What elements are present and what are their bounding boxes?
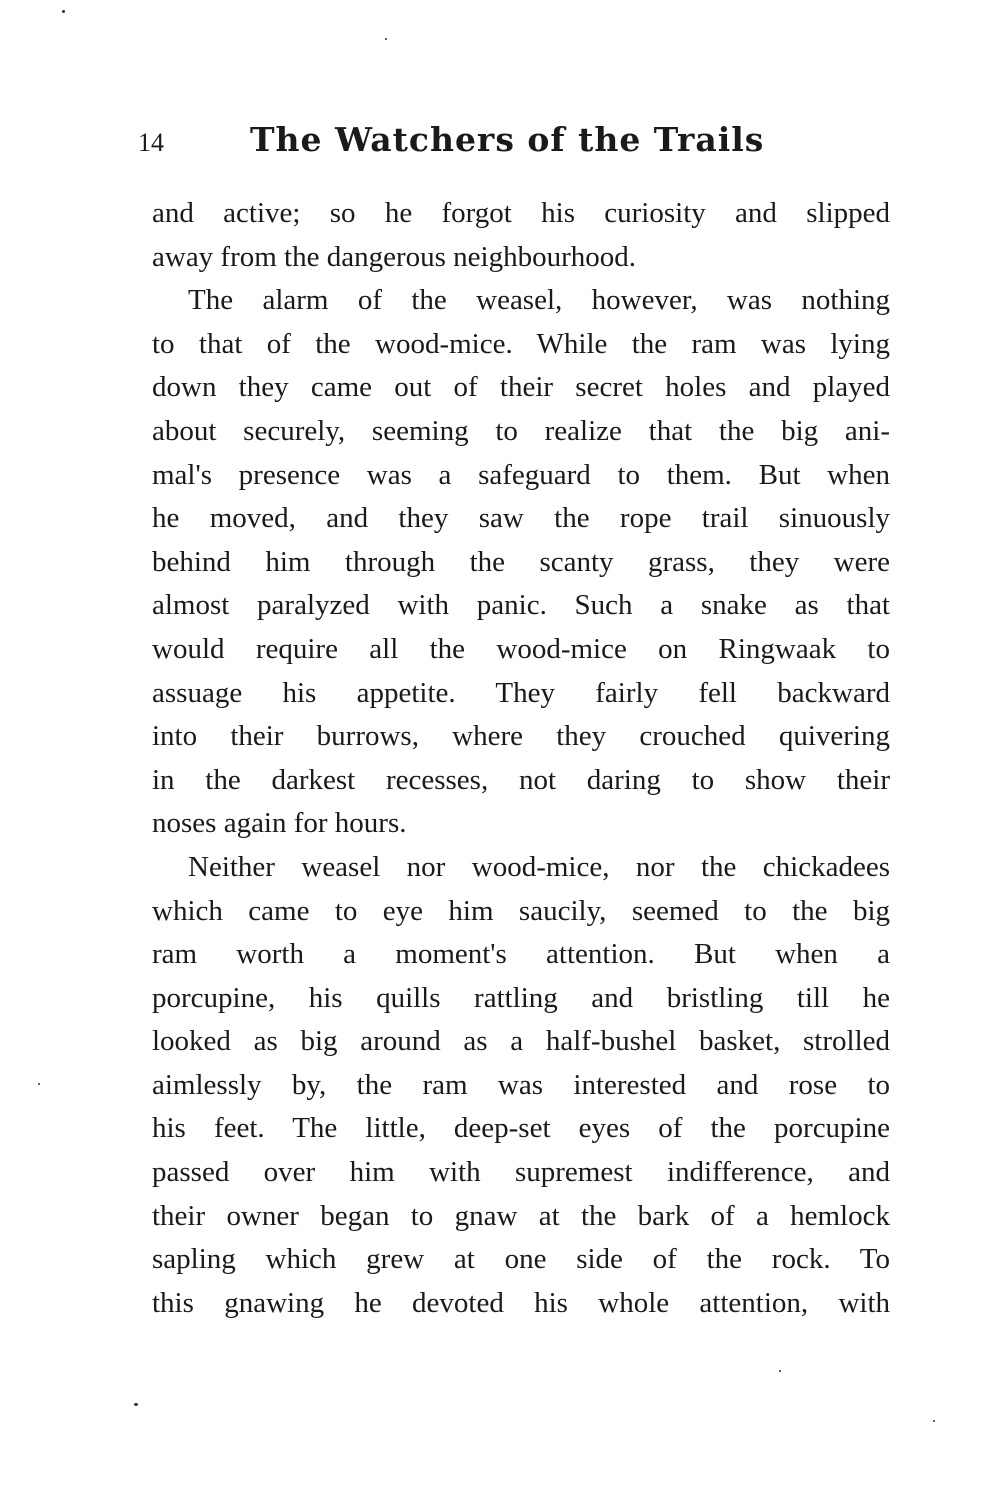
- scan-speck: [933, 1420, 935, 1422]
- text-line: assuage his appetite. They fairly fell backward: [152, 676, 890, 709]
- text-line: porcupine, his quills rattling and bristling till he: [152, 981, 890, 1014]
- text-line: in the darkest recesses, not daring to show their: [152, 763, 890, 796]
- text-line: to that of the wood-mice. While the ram was lying: [152, 327, 890, 360]
- text-line: this gnawing he devoted his whole attention, with: [152, 1286, 890, 1319]
- text-line: aimlessly by, the ram was interested and rose to: [152, 1068, 890, 1101]
- scan-speck: [134, 1403, 138, 1406]
- text-line: almost paralyzed with panic. Such a snake as that: [152, 589, 890, 622]
- text-line: about securely, seeming to realize that the big ani-: [152, 414, 890, 447]
- text-line: ram worth a moment's attention. But when a: [152, 938, 890, 971]
- running-head: The Watchers of the Trails: [250, 120, 765, 159]
- scan-speck: [779, 1370, 781, 1372]
- text-line: which came to eye him saucily, seemed to the big: [152, 894, 890, 927]
- text-line: mal's presence was a safeguard to them. But when: [152, 458, 890, 491]
- text-line: he moved, and they saw the rope trail sinuously: [152, 502, 890, 535]
- text-line: down they came out of their secret holes and played: [152, 371, 890, 404]
- text-line: The alarm of the weasel, however, was nothing: [188, 284, 890, 317]
- page-number: 14: [138, 128, 164, 157]
- body-text: [152, 192, 890, 1325]
- text-line: into their burrows, where they crouched quivering: [152, 720, 890, 753]
- text-line: looked as big around as a half-bushel basket, strolled: [152, 1025, 890, 1058]
- text-line: away from the dangerous neighbourhood.: [152, 240, 637, 273]
- text-line: would require all the wood-mice on Ringwaak to: [152, 632, 890, 665]
- scan-speck: [385, 38, 387, 40]
- text-line: and active; so he forgot his curiosity and slipped: [152, 197, 890, 229]
- text-line: passed over him with supremest indifference, and: [152, 1156, 890, 1189]
- scan-speck: [62, 10, 65, 13]
- text-line: noses again for hours.: [152, 807, 407, 840]
- text-line: behind him through the scanty grass, they were: [152, 545, 890, 578]
- text-line: their owner began to gnaw at the bark of a hemlock: [152, 1199, 890, 1232]
- text-line: sapling which grew at one side of the rock. To: [152, 1243, 890, 1276]
- text-line: Neither weasel nor wood-mice, nor the chickadees: [188, 850, 890, 883]
- scan-speck: [38, 1083, 40, 1085]
- text-line: his feet. The little, deep-set eyes of the porcupine: [152, 1112, 890, 1145]
